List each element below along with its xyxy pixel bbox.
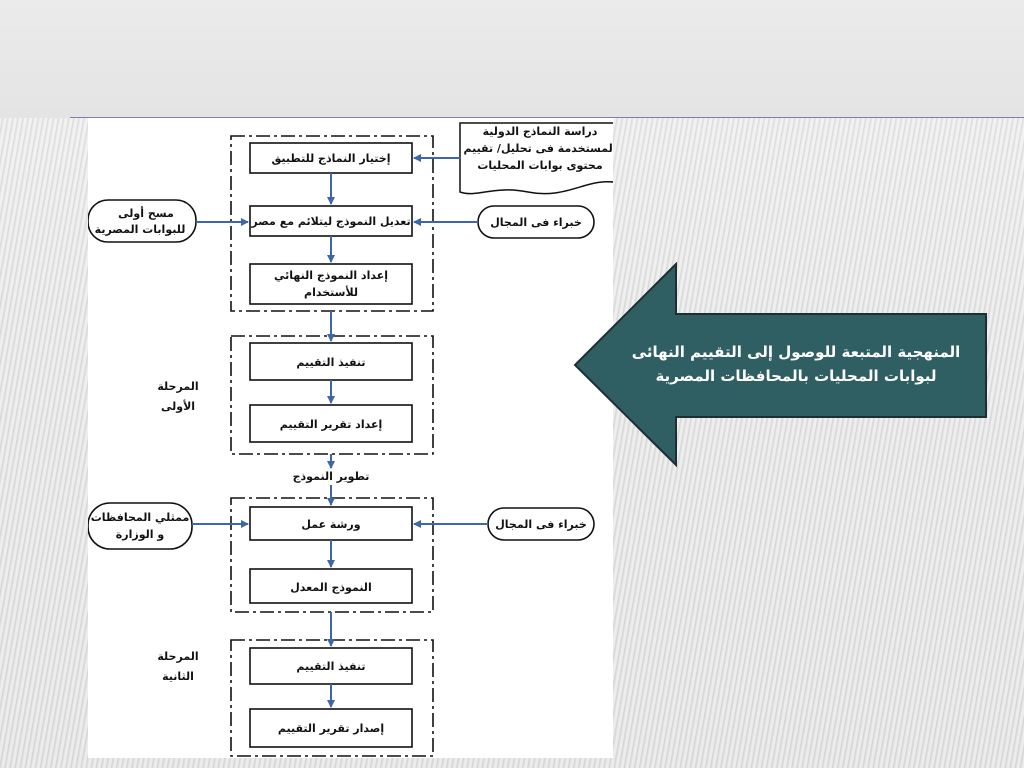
box-execute-eval-1-label: تنفيذ التقييم bbox=[296, 356, 366, 369]
phase-one-label-1: المرحلة bbox=[157, 380, 199, 393]
flowchart-svg bbox=[88, 118, 613, 758]
callout-line-2: لبوابات المحليات بالمحافظات المصرية bbox=[655, 367, 937, 385]
callout-line-1: المنهجية المتبعة للوصول إلى التقييم النهائى bbox=[631, 343, 961, 361]
box-prepare-report-label: إعداد تقرير التقييم bbox=[279, 418, 383, 431]
box-final-model-line-2: للأستخدام bbox=[304, 286, 358, 299]
callout-text bbox=[610, 340, 982, 388]
oval-representatives-line-1: ممثلي المحافظات bbox=[90, 511, 190, 524]
box-select-models-label: إختيار النماذج للتطبيق bbox=[271, 152, 391, 165]
phase-one-label-2: الأولى bbox=[160, 400, 196, 413]
develop-model-label: تطوير النموذج bbox=[292, 470, 370, 483]
box-final-model-line-1: إعداد النموذج النهائي bbox=[274, 269, 388, 282]
oval-experts-2-label: خبراء فى المجال bbox=[495, 518, 587, 531]
document-line-2: المستخدمة فى تحليل/ تقييم bbox=[463, 142, 613, 155]
box-execute-eval-2-label: تنفيذ التقييم bbox=[296, 660, 366, 673]
oval-initial-survey-line-1: مسح أولى bbox=[118, 207, 174, 220]
title-area bbox=[0, 0, 1024, 118]
methodology-flowchart bbox=[88, 118, 613, 758]
document-line-3: محتوى بوابات المحليات bbox=[477, 159, 603, 172]
oval-representatives-line-2: و الوزارة bbox=[115, 528, 165, 541]
oval-experts-1-label: خبراء فى المجال bbox=[490, 216, 582, 229]
box-workshop-label: ورشة عمل bbox=[301, 518, 361, 531]
box-issue-report-label: إصدار تقرير التقييم bbox=[277, 722, 385, 735]
document-line-1: دراسة النماذج الدولية bbox=[482, 125, 598, 138]
box-modified-model-label: النموذج المعدل bbox=[290, 581, 372, 594]
phase-two-label-2: الثانية bbox=[162, 670, 194, 683]
box-modify-model-label: تعديل النموذج ليتلائم مع مصر bbox=[251, 215, 411, 228]
oval-initial-survey-line-2: للبوابات المصرية bbox=[94, 223, 186, 236]
phase-two-label-1: المرحلة bbox=[157, 650, 199, 663]
oval-representatives bbox=[88, 503, 192, 549]
